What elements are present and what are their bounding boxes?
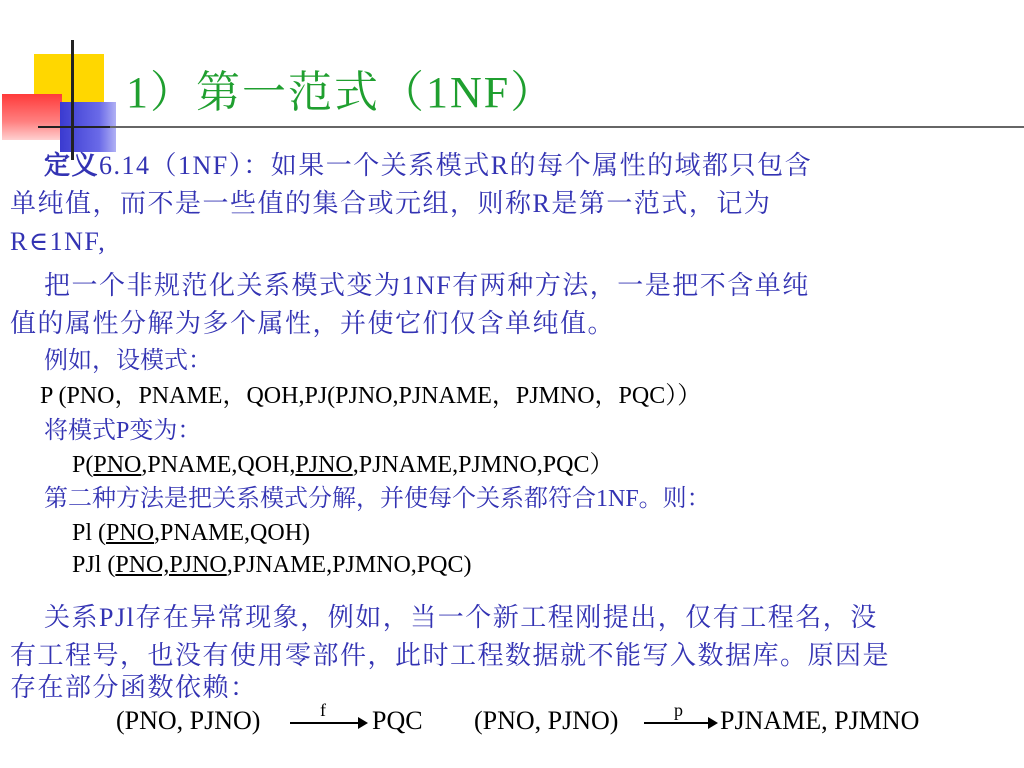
schema-pj1-prefix: PJl ( xyxy=(72,552,116,578)
formula-1-rhs: PQC xyxy=(372,706,423,735)
formula-1-label: f xyxy=(320,700,326,720)
schema-pj1-rest: ,PJNAME,PJMNO,PQC) xyxy=(226,552,472,578)
schema-p-1nf xyxy=(72,450,613,480)
schema-p-mid: ,PNAME,QOH, xyxy=(141,452,296,478)
schema-pj1-key: PNO,PJNO xyxy=(115,552,227,578)
schema-p1-rest: ,PNAME,QOH) xyxy=(154,520,311,546)
definition-line-3: R∈1NF, xyxy=(10,227,107,256)
paragraph-2-line-1: 把一个非规范化关系模式变为1NF有两种方法，一是把不含单纯 xyxy=(44,271,810,300)
formula-1-arrow xyxy=(290,722,366,724)
paragraph-3-line-3: 存在部分函数依赖： xyxy=(10,673,258,702)
schema-p-prefix: P( xyxy=(72,452,94,478)
definition-line-1 xyxy=(44,148,812,184)
schema-p1-prefix: Pl ( xyxy=(72,520,107,546)
definition-label: 定义 xyxy=(44,151,100,180)
formula-2-label: p xyxy=(674,700,683,720)
slide-title: 1）第一范式（1NF） xyxy=(126,68,557,117)
schema-p1 xyxy=(72,518,310,548)
example-schema: P (PNO，PNAME，QOH,PJ(PJNO,PJNAME，PJMNO，PQC）） xyxy=(40,383,702,409)
paragraph-3-line-1: 关系PJl存在异常现象，例如，当一个新工程刚提出，仅有工程名，没 xyxy=(44,603,878,632)
formula-1-lhs: (PNO, PJNO) xyxy=(116,706,261,735)
decor-vertical-line xyxy=(71,40,74,160)
title-rule xyxy=(110,126,1024,128)
decor-red-square xyxy=(2,94,62,140)
example-intro: 例如，设模式： xyxy=(44,348,212,374)
schema-pj1 xyxy=(72,550,471,580)
method-2-text: 第二种方法是把关系模式分解，并使每个关系都符合1NF。则： xyxy=(44,486,711,512)
schema-p1-key: PNO xyxy=(106,520,155,546)
formula-2-rhs: PJNAME, PJMNO xyxy=(720,706,920,735)
paragraph-3-line-2: 有工程号，也没有使用零部件，此时工程数据就不能写入数据库。原因是 xyxy=(10,641,891,670)
change-intro: 将模式P变为： xyxy=(44,418,202,444)
paragraph-2-line-2: 值的属性分解为多个属性，并使它们仅含单纯值。 xyxy=(10,309,616,338)
formula-2-lhs: (PNO, PJNO) xyxy=(474,706,619,735)
schema-p-key-pjno: PJNO xyxy=(295,452,353,478)
schema-p-key-pno: PNO xyxy=(93,452,142,478)
schema-p-rest: ,PJNAME,PJMNO,PQC） xyxy=(352,452,614,478)
definition-line-2: 单纯值，而不是一些值的集合或元组，则称R是第一范式，记为 xyxy=(10,189,772,218)
decor-horizontal-line xyxy=(38,126,118,128)
definition-text-1: 6.14（1NF）：如果一个关系模式R的每个属性的域都只包含 xyxy=(99,151,813,180)
formula-2-arrow xyxy=(644,722,716,724)
